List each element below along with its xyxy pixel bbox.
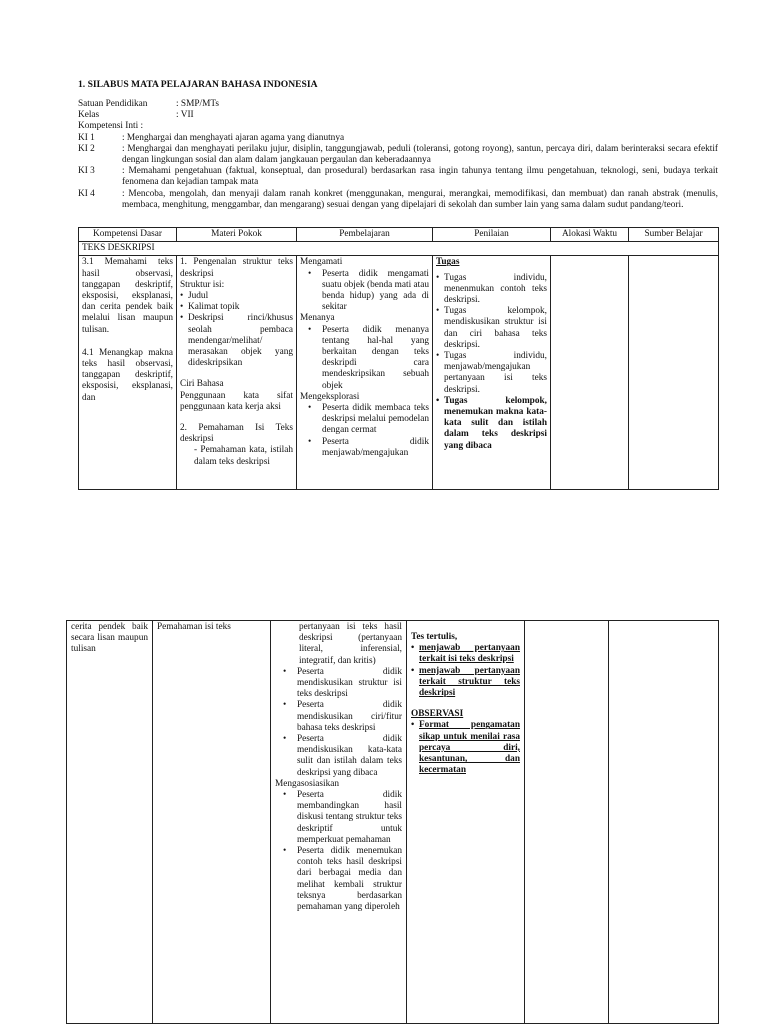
- ki-code: KI 1: [78, 132, 95, 143]
- penilaian-cell: [433, 256, 551, 490]
- syllabus-table-continued: [66, 620, 719, 1024]
- table-row: [67, 621, 719, 1024]
- header-penilaian: Penilaian: [433, 228, 551, 242]
- mengeksplorasi-label: Mengeksplorasi: [300, 391, 360, 402]
- pembelajaran-list-1: [275, 667, 402, 779]
- menanya-label: Menanya: [300, 313, 335, 324]
- header-sumber-belajar: Sumber Belajar: [629, 228, 719, 242]
- list-item: • Deskripsi rinci/khusus seolah pembaca mendengar/melihat/ merasakan objek yang dideskripsikan: [188, 313, 293, 369]
- list-item: • Peserta didik menjawab/mengajukan: [322, 437, 429, 459]
- struktur-label: Struktur isi:: [180, 279, 225, 290]
- meta-label: Satuan Pendidikan: [78, 99, 148, 109]
- observasi-label: OBSERVASI: [411, 709, 464, 720]
- observasi-list: [411, 720, 520, 776]
- sumber-cell: [609, 621, 719, 1024]
- tes-list: [411, 643, 520, 699]
- list-item: • Peserta didik mendiskusikan kata-kata sulit dan istilah dalam teks deskripsi yang dibaca: [297, 734, 402, 779]
- kd-cell: [79, 256, 177, 490]
- list-item: • menjawab pertanyaan terkait struktur teks deskripsi: [419, 666, 520, 700]
- struktur-list: [180, 291, 293, 369]
- list-item: • Peserta didik menemukan contoh teks hasil deskripsi dari berbagai media dan melihat kembali struktur teksnya berdasarkan pemahaman yang diperoleh: [297, 846, 402, 913]
- tes-label: Tes tertulis,: [411, 632, 458, 642]
- mengasosiasikan-label: Mengasosiasikan: [275, 778, 340, 789]
- kd-3-1: 3.1 Memahami teks hasil observasi, tanggapan deskriptif, eksposisi, eksplanasi, dan cerita pendek baik melalui lisan maupun tulisan.: [82, 257, 173, 335]
- page-gap: [0, 530, 768, 620]
- list-item: • Tugas individu, menenmukan contoh teks deskripsi.: [444, 273, 547, 307]
- table-header-row: [79, 228, 719, 242]
- pembelajaran-cell: [297, 256, 433, 490]
- materi-point-2-item: - Pemahaman kata, istilah dalam teks deskripsi: [194, 445, 293, 467]
- alokasi-cell: [551, 256, 629, 490]
- document-title: 1. SILABUS MATA PELAJARAN BAHASA INDONESIA: [78, 79, 318, 90]
- kompetensi-inti-label: Kompetensi Inti :: [78, 121, 144, 132]
- meta-satuan: [78, 99, 718, 110]
- list-item: • Tugas kelompok, menemukan makna kata-kata sulit dan istilah dalam teks deskripsi yang dibaca: [444, 396, 547, 452]
- pembelajaran-cell: [271, 621, 407, 1024]
- ki-text: : Memahami pengetahuan (faktual, konseptual, dan prosedural) berdasarkan rasa ingin tahunya tentang ilmu pengetahuan, teknologi, seni, budaya terkait fenomena dan kejadian tampak mata: [122, 166, 718, 188]
- tugas-label: Tugas: [436, 257, 460, 268]
- kd-4-1: 4.1 Menangkap makna teks hasil observasi, tanggapan deskriptif, eksposisi, eksplanasi, dan: [82, 347, 173, 403]
- ki-4: [78, 189, 718, 211]
- list-item: • Judul: [188, 291, 293, 302]
- mengamati-list: [300, 269, 429, 314]
- ki-text: : Menghargai dan menghayati perilaku jujur, disiplin, tanggungjawab, peduli (toleransi, gotong royong), santun, percaya diri, dalam berinteraksi secara efektif dengan lingkungan sosial dan alam dalam jangkauan pergaulan dan keberadaannya: [122, 143, 718, 166]
- ki-code: KI 3: [78, 166, 95, 177]
- meta-value: : SMP/MTs: [176, 99, 220, 109]
- ciri-label: Ciri Bahasa: [180, 379, 224, 390]
- list-item: • Format pengamatan sikap untuk menilai rasa percaya diri, kesantunan, dan kecermatan: [419, 720, 520, 776]
- list-item: • Peserta didik mendiskusikan ciri/fitur bahasa teks deskripsi: [297, 700, 402, 734]
- table-row: [79, 256, 719, 490]
- header-alokasi-waktu: Alokasi Waktu: [551, 228, 629, 242]
- meta-label: Kelas: [78, 110, 100, 121]
- header-pembelajaran: Pembelajaran: [297, 228, 433, 242]
- materi-cell: [153, 621, 271, 1024]
- header-materi-pokok: Materi Pokok: [177, 228, 297, 242]
- ki-1: [78, 133, 718, 144]
- list-item: • Peserta didik membaca teks deskripsi melalui pemodelan dengan cermat: [322, 403, 429, 437]
- sumber-cell: [629, 256, 719, 490]
- ki-code: KI 2: [78, 143, 95, 154]
- ki-text: : Menghargai dan menghayati ajaran agama yang dianutnya: [122, 132, 345, 143]
- mengeksplorasi-list: [300, 403, 429, 459]
- pembelajaran-list-2: [275, 790, 402, 913]
- list-item: • Peserta didik membandingkan hasil diskusi tentang struktur teks deskriptif untuk memperkuat pemahaman: [297, 790, 402, 846]
- list-item: • Peserta didik menanya tentang hal-hal yang berkaitan dengan teks deskripdi cara mendeskripsikan sebuah objek: [322, 325, 429, 392]
- header-kompetensi-dasar: Kompetensi Dasar: [79, 228, 177, 242]
- list-item: • Peserta didik mendiskusikan struktur isi teks deskripsi: [297, 667, 402, 701]
- alokasi-cell: [525, 621, 609, 1024]
- pembelajaran-continued: pertanyaan isi teks hasil deskripsi (pertanyaan literal, inferensial, integratif, dan kritis): [299, 622, 402, 666]
- kd-continued: cerita pendek baik secara lisan maupun tulisan: [71, 622, 148, 655]
- meta-kelas: [78, 110, 718, 121]
- list-item: • menjawab pertanyaan terkait isi teks deskripsi: [419, 643, 520, 665]
- list-item: • Peserta didik mengamati suatu objek (benda mati atau benda hidup) yang ada di sekitar: [322, 269, 429, 314]
- section-title: TEKS DESKRIPSI: [79, 242, 719, 256]
- mengamati-label: Mengamati: [300, 257, 343, 268]
- ki-text: : Mencoba, mengolah, dan menyaji dalam ranah konkret (menggunakan, mengurai, merangkai, memodifikasi, dan membuat) dan ranah abstrak (menulis, membaca, menghitung, menggambar, dan mengarang) sesuai dengan yang dipelajari di sekolah dan sumber lain yang sama dalam sudut pandang/teori.: [122, 188, 718, 210]
- ki-3: [78, 166, 718, 188]
- penilaian-cell: [407, 621, 525, 1024]
- materi-cell: [177, 256, 297, 490]
- list-item: • Kalimat topik: [188, 302, 293, 313]
- section-row: [79, 242, 719, 256]
- syllabus-meta: [78, 99, 718, 211]
- list-item: • Tugas individu, menjawab/mengajukan pertanyaan isi teks deskripsi.: [444, 351, 547, 396]
- materi-point-2: 2. Pemahaman Isi Teks deskripsi: [180, 423, 293, 445]
- tugas-list: [436, 273, 547, 452]
- list-item: • Tugas kelompok, mendiskusikan struktur isi dan ciri bahasa teks deskripsi.: [444, 306, 547, 351]
- meta-value: : VII: [176, 110, 194, 121]
- kd-cell: [67, 621, 153, 1024]
- ki-code: KI 4: [78, 188, 95, 199]
- ki-2: [78, 144, 718, 166]
- ciri-text: Penggunaan kata sifat penggunaan kata kerja aksi: [180, 390, 293, 412]
- syllabus-table: [78, 227, 719, 490]
- menanya-list: [300, 325, 429, 392]
- materi-continued: Pemahaman isi teks: [157, 622, 231, 632]
- materi-point-1: 1. Pengenalan struktur teks deskripsi: [180, 257, 293, 279]
